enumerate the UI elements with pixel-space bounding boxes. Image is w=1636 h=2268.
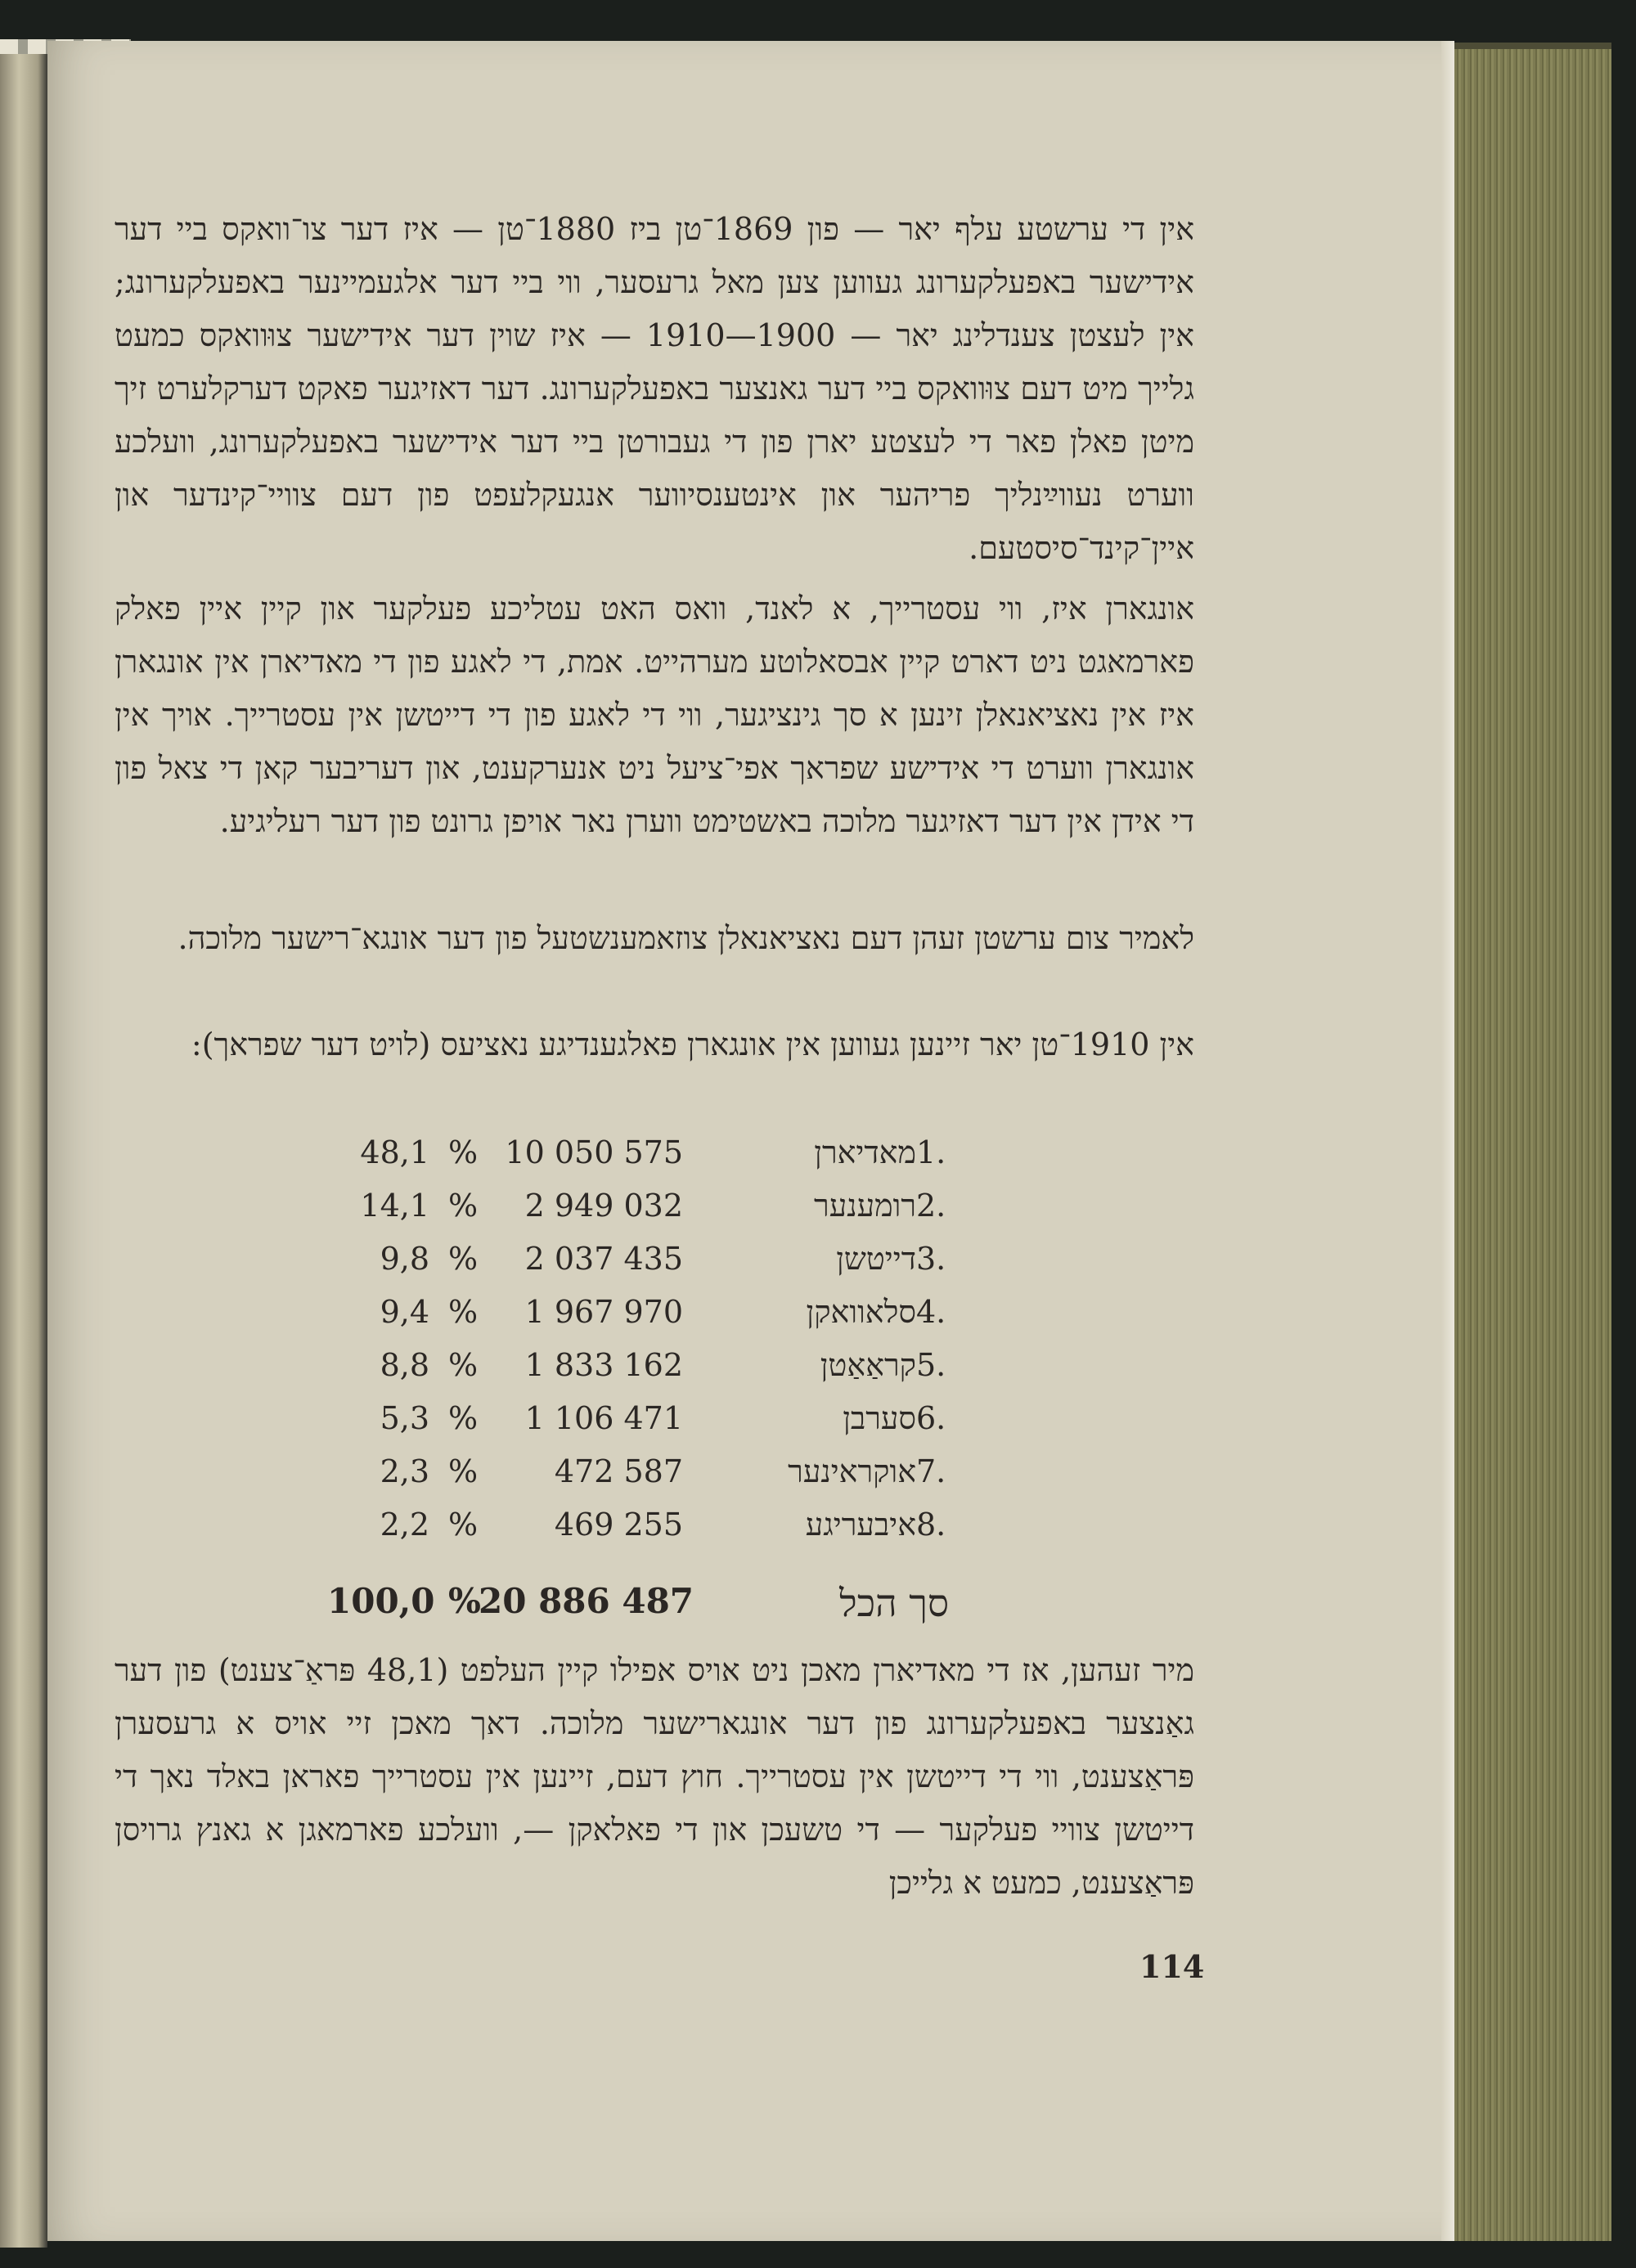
row-number: 7. <box>916 1453 946 1489</box>
paragraph-text: אין די ערשטע עלף יאר — פון 1869־טן ביז 1880־טן — איז דער צו־וואקס ביי דער אידישער באפעלקערונג געווען צען מאל גרעסער, ווי ביי דער אלגעמיינער באפעלקערונג; אין לעצטן צענדלינג יאר — 1900—1910 — איז שוין דער אידישער צוּוואקס כמעט גלייך מיט דעם צוּוואקס ביי דער גאנצער באפעלקערונג. דער דאזיגער פאקט דערקלערט זיך מיטן פאלן פאר די לעצטע יארן פון די געבורטן ביי דער אידישער באפעלקערונג, וועלכע ווערט נעווײַנליך פריהער און אינטענסיווער אנגעקלעפט פון דעם צוויי־קינדער און איין־קינד־סיסטעם. <box>115 211 1195 566</box>
total-label: סך הכל <box>839 1581 949 1625</box>
percent-value: 9,4 <box>380 1294 429 1330</box>
row-number: 5. <box>916 1347 946 1383</box>
nation-name: סלאוואקן <box>806 1294 916 1330</box>
percent-value: 9,8 <box>380 1241 429 1277</box>
population-value: 469 255 <box>554 1507 683 1543</box>
table-row <box>327 1347 949 1396</box>
nation-name: קראַאַטן <box>820 1347 916 1383</box>
nation-name: מאדיארן <box>814 1134 916 1170</box>
percent-value: 14,1 <box>360 1188 429 1224</box>
nation-name: סערבן <box>843 1400 916 1436</box>
page-edge <box>1441 41 1454 2241</box>
percent-value: 48,1 <box>360 1134 429 1170</box>
table-row <box>327 1400 949 1449</box>
percent-sign: % <box>448 1507 479 1543</box>
percent-sign: % <box>448 1134 479 1170</box>
row-number: 2. <box>916 1188 946 1224</box>
population-value: 1 106 471 <box>524 1400 683 1436</box>
percent-value: 2,2 <box>380 1507 429 1543</box>
nation-name: דייטשן <box>836 1241 916 1277</box>
population-value: 472 587 <box>554 1453 683 1489</box>
table-row <box>327 1294 949 1343</box>
row-number: 8. <box>916 1507 946 1543</box>
row-number: 1. <box>916 1134 946 1170</box>
table-row <box>327 1241 949 1290</box>
total-percent: 100,0 <box>327 1581 435 1621</box>
row-number: 4. <box>916 1294 946 1330</box>
table-row <box>327 1188 949 1237</box>
total-population: 20 886 487 <box>479 1581 694 1621</box>
paragraph-text: אין 1910־טן יאר זיינען געווען אין אונגארן פאלגענדיגע נאציעס (לויט דער שפראך): <box>191 1026 1194 1062</box>
percent-value: 8,8 <box>380 1347 429 1383</box>
left-page-edge <box>0 39 47 2248</box>
population-value: 10 050 575 <box>505 1134 683 1170</box>
paragraph-text: לאמיר צום ערשטן זעהן דעם נאציאנאלן צוזאמענשטעל פון דער אונגא־רישער מלוכה. <box>178 920 1194 956</box>
percent-sign: % <box>448 1241 479 1277</box>
table-total-row <box>327 1581 949 1630</box>
percent-value: 2,3 <box>380 1453 429 1489</box>
page-number: 114 <box>1139 1948 1205 1985</box>
paragraph-1 <box>115 203 1194 575</box>
paragraph-3 <box>115 912 1194 965</box>
percent-sign: % <box>448 1188 479 1224</box>
percent-sign: % <box>448 1347 479 1383</box>
table-row <box>327 1507 949 1556</box>
population-value: 1 833 162 <box>524 1347 683 1383</box>
percent-sign: % <box>448 1581 481 1621</box>
percent-sign: % <box>448 1453 479 1489</box>
population-value: 2 037 435 <box>524 1241 683 1277</box>
paragraph-text: מיר זעהען, אז די מאדיארן מאכן ניט אויס אפילו קיין העלפט (48,1 פּראַ־צענט) פון דער גאַנצער באפעלקערונג פון דער אונגארישער מלוכה. דאך מאכן זיי אויס א גרעסערן פּראַצענט, ווי די דייטשן אין עסטרייך. חוץ דעם, זיינען אין עסטרייך פאראן באלד נאך די דייטשן צוויי פעלקער — די טשעכן און די פאלאקן —, וועלכע פארמאגן א גאנץ גרויסן פּראַצענט, כמעט א גלייכן <box>115 1652 1194 1901</box>
paragraph-5 <box>115 1644 1194 1910</box>
paragraph-text: אונגארן איז, ווי עסטרייך, א לאנד, וואס האט עטליכע פעלקער און קיין איין פאלק פארמאגט ניט דארט קיין אבסאלוטע מערהייט. אמת, די לאגע פון די מאדיארן אין אונגארן איז אין נאציאנאלן זינען א סך גינציגער, ווי די לאגע פון די דייטשן אין עסטרייך. אויך אין אונגארן ווערט די אידישע שפראך אפי־ציעל ניט אנערקענט, און דעריבער קאן די צאל פון די אידן אין דער דאזיגער מלוכה באשטימט ווערן נאר אויפן גרונט פון דער רעליגיע. <box>115 591 1194 839</box>
nation-name: אוקראינער <box>788 1453 916 1489</box>
row-number: 3. <box>916 1241 946 1277</box>
percent-sign: % <box>448 1294 479 1330</box>
nation-name: רומענער <box>814 1188 916 1224</box>
page-stack <box>1454 49 1611 2241</box>
table-row <box>327 1134 949 1183</box>
table-row <box>327 1453 949 1502</box>
row-number: 6. <box>916 1400 946 1436</box>
nation-name: איבעריגע <box>805 1507 916 1543</box>
paragraph-4 <box>115 1018 1194 1071</box>
population-value: 1 967 970 <box>524 1294 683 1330</box>
percent-value: 5,3 <box>380 1400 429 1436</box>
paragraph-2 <box>115 582 1194 848</box>
population-value: 2 949 032 <box>524 1188 683 1224</box>
percent-sign: % <box>448 1400 479 1436</box>
